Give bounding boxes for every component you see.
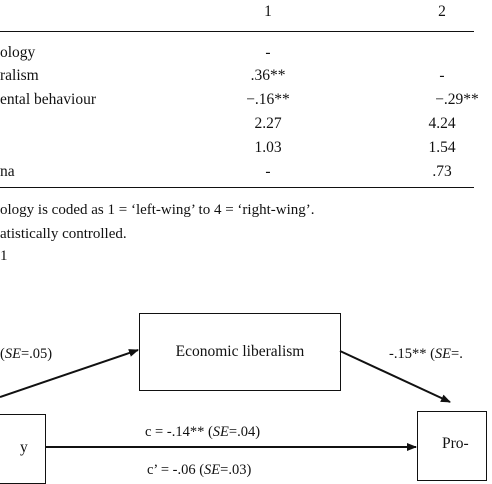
cell-col2: 4.24 xyxy=(428,115,456,132)
column-header-1: 1 xyxy=(264,3,272,20)
column-header-2: 2 xyxy=(438,3,446,20)
total-effect-prefix: c = -.14** ( xyxy=(145,424,213,440)
table-note: atistically controlled. xyxy=(0,226,127,242)
cell-col1: - xyxy=(265,163,271,180)
total-effect-se: SE xyxy=(212,424,229,440)
cell-col2: - xyxy=(439,67,445,84)
total-effect-suffix: =.04) xyxy=(228,424,261,440)
row-label: ology xyxy=(0,44,36,61)
path-a-se: SE xyxy=(4,346,21,362)
path-a-coefficient xyxy=(0,347,52,362)
direct-effect-coefficient xyxy=(147,463,251,478)
cell-col2: −.29** xyxy=(435,91,479,108)
cell-col1: .36** xyxy=(250,67,286,84)
path-b-prefix: -.15** ( xyxy=(389,346,435,362)
row-label: ralism xyxy=(0,67,39,84)
path-b-se: SE xyxy=(434,346,452,362)
path-a-prefix: ( xyxy=(0,346,5,362)
direct-effect-se: SE xyxy=(204,462,221,478)
mediator-label: Economic liberalism xyxy=(175,343,305,360)
total-effect-coefficient xyxy=(145,425,260,440)
outcome-label: Pro- xyxy=(442,435,469,452)
table-note: ology is coded as 1 = ‘left-wing’ to 4 = ‘right-wing’. xyxy=(0,202,315,218)
direct-effect-prefix: c’ = -.06 ( xyxy=(147,462,205,478)
cell-col1: −.16** xyxy=(246,91,290,108)
cell-col1: 2.27 xyxy=(254,115,282,132)
cell-col2: .73 xyxy=(432,163,452,180)
row-label: na xyxy=(0,163,15,180)
path-b-suffix: =. xyxy=(451,346,463,362)
cell-col2: 1.54 xyxy=(428,139,456,156)
cell-col1: - xyxy=(265,44,271,61)
row-label: ental behaviour xyxy=(0,91,96,108)
predictor-label: y xyxy=(20,439,28,456)
path-a-suffix: =.05) xyxy=(20,346,53,362)
path-b-coefficient xyxy=(389,347,463,362)
table-note: 1 xyxy=(0,248,8,264)
cell-col1: 1.03 xyxy=(254,139,282,156)
direct-effect-suffix: =.03) xyxy=(220,462,252,478)
